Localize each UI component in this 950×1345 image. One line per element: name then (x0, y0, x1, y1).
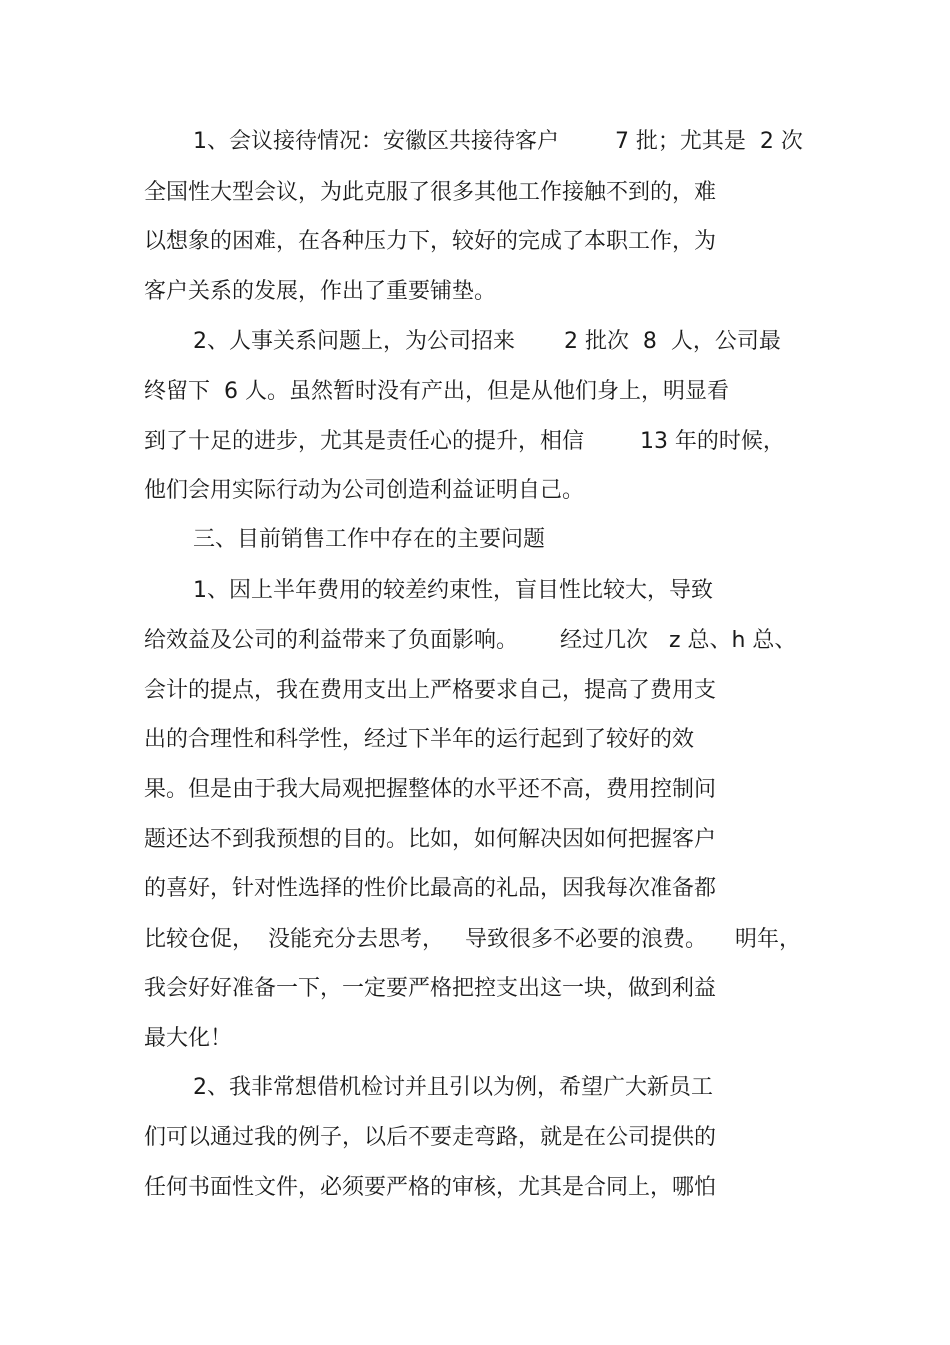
text-line: 以想象的困难，在各种压力下，较好的完成了本职工作，为 (144, 229, 717, 254)
text-line: 任何书面性文件，必须要严格的审核，尤其是合同上，哪怕 (144, 1175, 717, 1200)
text-line: 会计的提点，我在费用支出上严格要求自己，提高了费用支 (144, 678, 717, 703)
text-line: 2、我非常想借机检讨并且引以为例，希望广大新员工 (193, 1075, 713, 1100)
text-line: 到了十足的进步，尤其是责任心的提升，相信 13 年的时候， (144, 429, 785, 454)
text-line: 最大化！ (144, 1026, 233, 1051)
text-line: 1、因上半年费用的较差约束性，盲目性比较大，导致 (193, 578, 713, 603)
text-line: 客户关系的发展，作出了重要铺垫。 (144, 279, 497, 304)
text-line: 的喜好，针对性选择的性价比最高的礼品，因我每次准备都 (144, 876, 717, 901)
text-line: 1、会议接待情况：安徽区共接待客户 7 批；尤其是 2 次 (193, 129, 803, 154)
text-line: 们可以通过我的例子，以后不要走弯路，就是在公司提供的 (144, 1125, 717, 1150)
text-line: 全国性大型会议，为此克服了很多其他工作接触不到的，难 (144, 180, 717, 205)
section-heading: 三、目前销售工作中存在的主要问题 (193, 527, 546, 552)
text-line: 2、人事关系问题上，为公司招来 2 批次 8 人，公司最 (193, 329, 781, 354)
text-line: 比较仓促， 没能充分去思考， 导致很多不必要的浪费。 明年， (144, 927, 801, 952)
text-line: 出的合理性和科学性，经过下半年的运行起到了较好的效 (144, 727, 695, 752)
text-line: 我会好好准备一下，一定要严格把控支出这一块，做到利益 (144, 976, 717, 1001)
text-line: 给效益及公司的利益带来了负面影响。 经过几次 z 总、h 总、 (144, 628, 797, 653)
text-line: 果。但是由于我大局观把握整体的水平还不高，费用控制问 (144, 777, 717, 802)
text-line: 终留下 6 人。虽然暂时没有产出，但是从他们身上，明显看 (144, 379, 729, 404)
text-line: 他们会用实际行动为公司创造利益证明自己。 (144, 478, 585, 503)
text-line: 题还达不到我预想的目的。比如，如何解决因如何把握客户 (144, 827, 717, 852)
